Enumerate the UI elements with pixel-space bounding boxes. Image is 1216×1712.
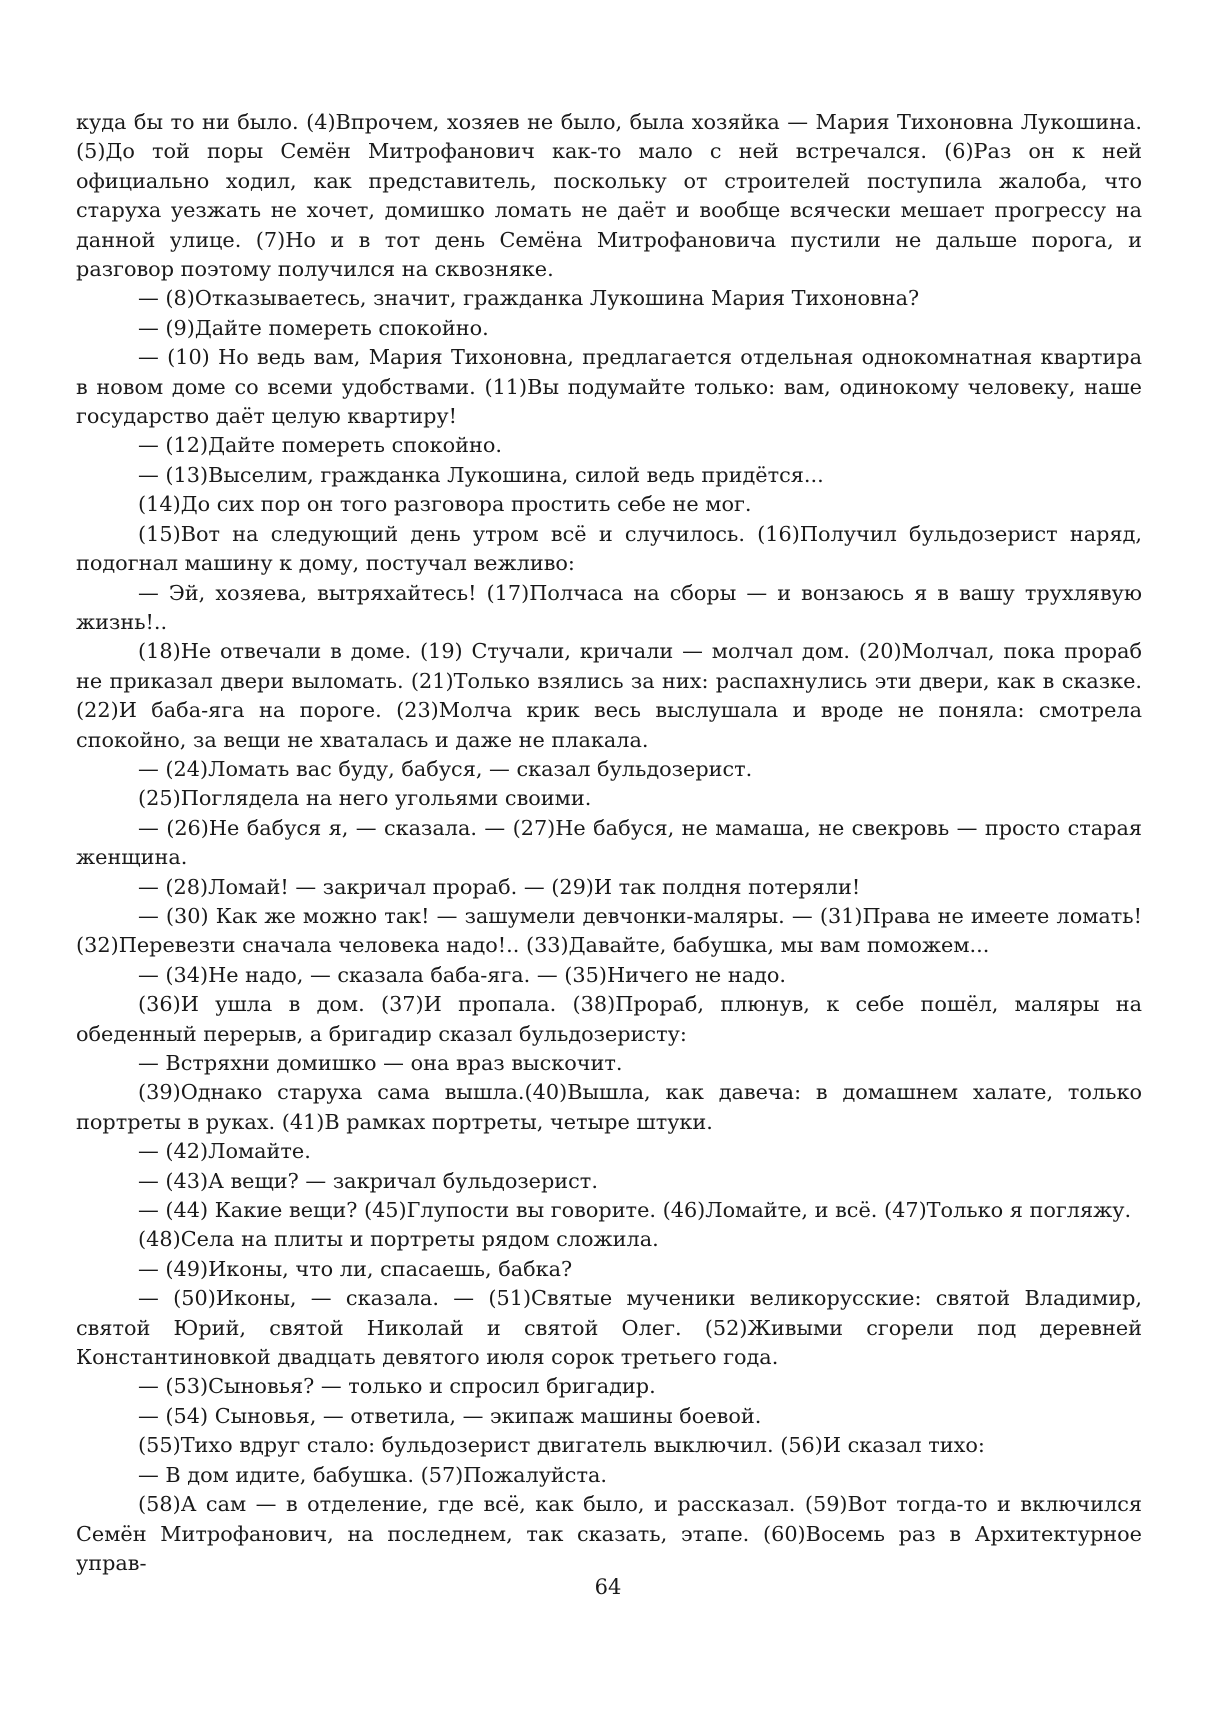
paragraph: — (12)Дайте помереть спокойно. <box>138 433 503 458</box>
paragraph: (48)Села на плиты и портреты рядом сложила. <box>138 1227 659 1252</box>
paragraph: — (24)Ломать вас буду, бабуся, — сказал бульдозерист. <box>138 756 753 781</box>
paragraph: (39)Однако старуха сама вышла.(40)Вышла, как давеча: в домашнем халате, только портреты в руках. (41)В рамках портреты, четыре штуки. <box>76 1080 1142 1134</box>
paragraph: (25)Поглядела на него угольями своими. <box>138 786 592 811</box>
paragraph: (55)Тихо вдруг стало: бульдозерист двигатель выключил. (56)И сказал тихо: <box>138 1433 985 1458</box>
paragraph: — (28)Ломай! — закричал прораб. — (29)И так полдня потеряли! <box>138 874 861 899</box>
paragraph: — (44) Какие вещи? (45)Глупости вы говорите. (46)Ломайте, и всё. (47)Только я погляжу. <box>138 1198 1132 1223</box>
paragraph: — (53)Сыновья? — только и спросил бригадир. <box>138 1374 656 1399</box>
page-body <box>76 108 1142 1578</box>
paragraph: (14)До сих пор он того разговора простить себе не мог. <box>138 492 752 517</box>
paragraph: — (50)Иконы, — сказала. — (51)Святые мученики великорусские: святой Владимир, святой Юрий, святой Николай и святой Олег. (52)Живыми сгорели под деревней Константиновкой двадцать девятого июля сорок третьего года. <box>76 1286 1142 1370</box>
paragraph: — Встряхни домишко — она враз выскочит. <box>138 1051 623 1075</box>
paragraph: — (34)Не надо, — сказала баба-яга. — (35)Ничего не надо. <box>138 962 787 987</box>
paragraph: — Эй, хозяева, вытряхайтесь! (17)Полчаса на сборы — и вонзаюсь я в вашу трухлявую жизнь!.. <box>76 580 1142 634</box>
paragraph: — (43)А вещи? — закричал бульдозерист. <box>138 1168 598 1193</box>
paragraph: — (13)Выселим, гражданка Лукошина, силой ведь придётся... <box>138 462 824 487</box>
paragraph: — (10) Но ведь вам, Мария Тихоновна, предлагается отдельная однокомнатная квартира в новом доме со всеми удобствами. (11)Вы подумайте только: вам, одинокому человеку, наше государство даёт целую квартиру! <box>76 345 1142 429</box>
page-number: 64 <box>594 1575 622 1599</box>
paragraph: — (9)Дайте помереть спокойно. <box>138 315 489 340</box>
paragraph: куда бы то ни было. (4)Впрочем, хозяев не было, была хозяйка — Мария Тихоновна Лукошина. (5)До той поры Семён Митрофанович как-то мало с ней встречался. (6)Раз он к ней официально ходил, как представитель, поскольку от строителей поступила жалоба, что старуха уезжать не хочет, домишко ломать не даёт и вообще всячески мешает прогрессу на данной улице. (7)Но и в тот день Семёна Митрофановича пустили не дальше порога, и разговор поэтому получился на сквозняке. <box>76 110 1142 282</box>
paragraph: — В дом идите, бабушка. (57)Пожалуйста. <box>138 1462 607 1487</box>
paragraph: — (42)Ломайте. <box>138 1139 311 1164</box>
paragraph: (58)А сам — в отделение, где всё, как было, и рассказал. (59)Вот тогда-то и включился Семён Митрофанович, на последнем, так сказать, этапе. (60)Восемь раз в Архитектурное управ- <box>76 1492 1142 1575</box>
paragraph: (18)Не отвечали в доме. (19) Стучали, кричали — молчал дом. (20)Молчал, пока прораб не приказал двери выломать. (21)Только взялись за них: распахнулись эти двери, как в сказке. (22)И баба-яга на пороге. (23)Молча крик весь выслушала и вроде не поняла: смотрела спокойно, за вещи не хваталась и даже не плакала. <box>76 639 1142 752</box>
paragraph: — (54) Сыновья, — ответила, — экипаж машины боевой. <box>138 1403 762 1428</box>
paragraph: — (30) Как же можно так! — зашумели девчонки-маляры. — (31)Права не имеете ломать! (32)Перевезти сначала человека надо!.. (33)Давайте, бабушка, мы вам поможем... <box>76 903 1142 958</box>
paragraph: (36)И ушла в дом. (37)И пропала. (38)Прораб, плюнув, к себе пошёл, маляры на обеденный перерыв, а бригадир сказал бульдозеристу: <box>76 992 1142 1046</box>
paragraph: — (26)Не бабуся я, — сказала. — (27)Не бабуся, не мамаша, не свекровь — просто старая женщина. <box>76 815 1142 870</box>
paragraph: — (8)Отказываетесь, значит, гражданка Лукошина Мария Тихоновна? <box>138 286 920 311</box>
paragraph: (15)Вот на следующий день утром всё и случилось. (16)Получил бульдозерист наряд, подогнал машину к дому, постучал вежливо: <box>76 521 1142 576</box>
paragraph: — (49)Иконы, что ли, спасаешь, бабка? <box>138 1256 573 1281</box>
